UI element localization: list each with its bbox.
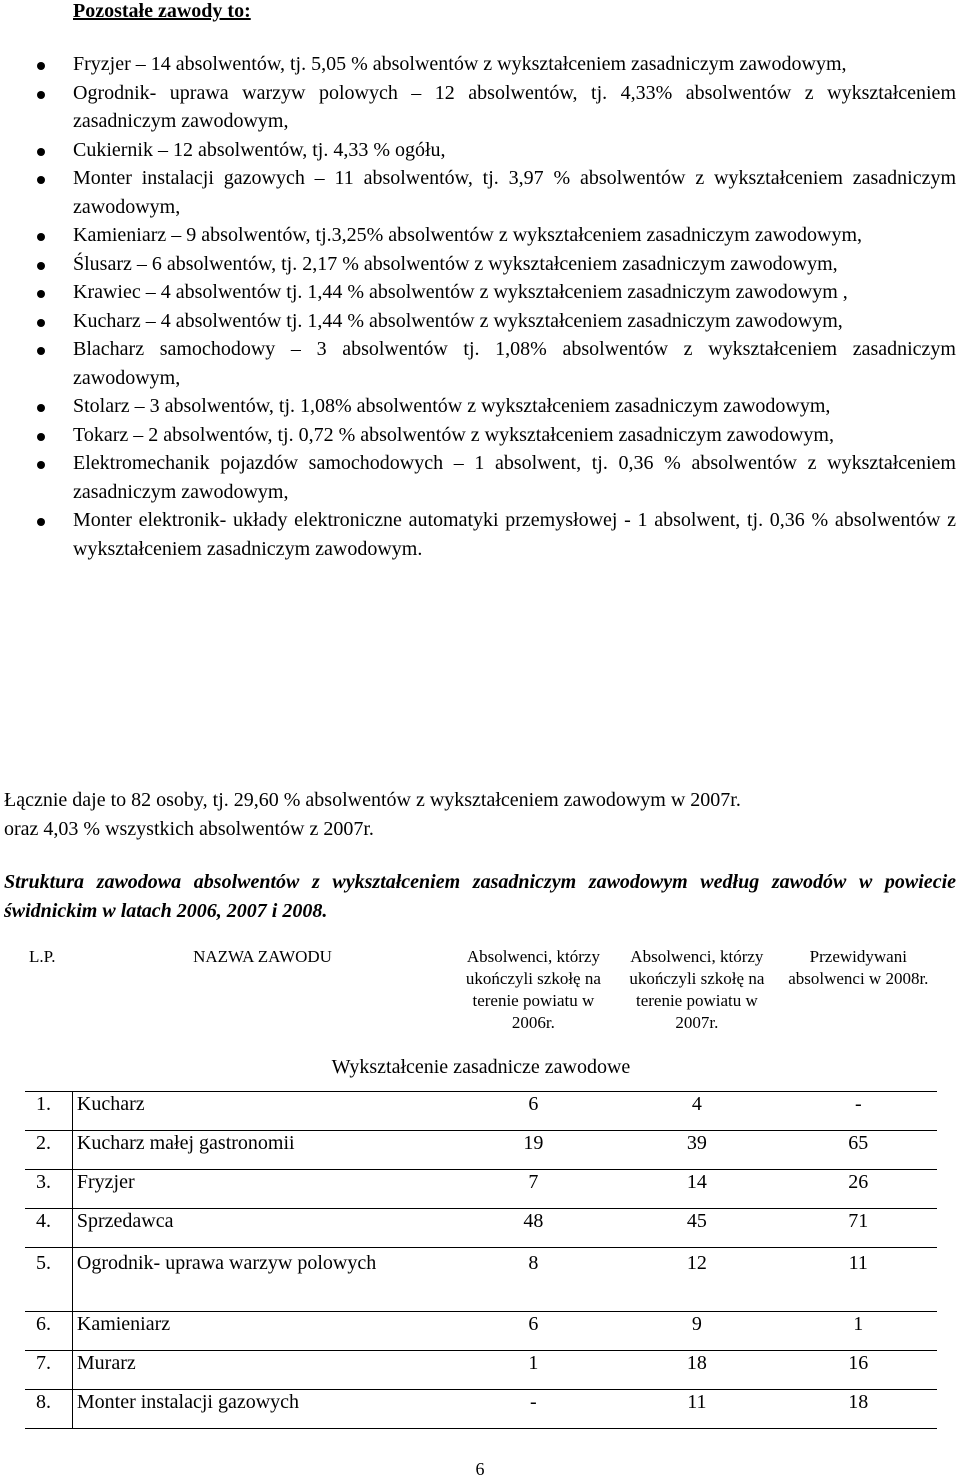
bullet-icon: [37, 518, 45, 526]
list-item: Cukiernik – 12 absolwentów, tj. 4,33 % ogółu,: [0, 136, 960, 165]
table-header-row: [25, 946, 937, 1056]
header-2006: Absolwenci, którzy ukończyli szkołę na terenie powiatu w 2006r.: [465, 947, 601, 1032]
list-item: Kamieniarz – 9 absolwentów, tj.3,25% absolwentów z wykształceniem zasadniczym zawodowym,: [0, 221, 960, 250]
table-row: 1. Kucharz 6 4 -: [25, 1092, 937, 1131]
bullet-icon: [37, 148, 45, 156]
graduates-table: [25, 946, 937, 1429]
structure-title: Struktura zawodowa absolwentów z wykształceniem zasadniczym zawodowym według zawodów w powiecie świdnickim w latach 2006, 2007 i 2008.: [4, 871, 956, 922]
page-number: 6: [475, 1459, 485, 1479]
bullet-icon: [37, 290, 45, 298]
summary-line: oraz 4,03 % wszystkich absolwentów z 2007r.: [4, 817, 374, 840]
header-2007: Absolwenci, którzy ukończyli szkołę na terenie powiatu w 2007r.: [629, 947, 765, 1032]
bullet-icon: [37, 176, 45, 184]
bullet-icon: [37, 319, 45, 327]
list-item: Tokarz – 2 absolwentów, tj. 0,72 % absolwentów z wykształceniem zasadniczym zawodowym,: [0, 421, 960, 450]
list-item: Blacharz samochodowy – 3 absolwentów tj. 1,08% absolwentów z wykształceniem zasadniczym zawodowym,: [0, 335, 960, 392]
list-item: Kucharz – 4 absolwentów tj. 1,44 % absolwentów z wykształceniem zasadniczym zawodowym,: [0, 307, 960, 336]
education-band: Wykształcenie zasadnicze zawodowe: [331, 1056, 631, 1078]
list-item: Krawiec – 4 absolwentów tj. 1,44 % absolwentów z wykształceniem zasadniczym zawodowym ,: [0, 278, 960, 307]
header-lp: L.P.: [29, 947, 56, 966]
bullet-icon: [37, 262, 45, 270]
table-row: 5. Ogrodnik- uprawa warzyw polowych 8 12 11: [25, 1248, 937, 1312]
jobs-list: [0, 50, 960, 563]
bullet-icon: [37, 233, 45, 241]
bullet-icon: [37, 91, 45, 99]
list-item: Monter elektronik- układy elektroniczne automatyki przemysłowej - 1 absolwent, tj. 0,36 % absolwentów z wykształceniem zasadniczym zawodowym.: [0, 506, 960, 563]
list-item: Monter instalacji gazowych – 11 absolwentów, tj. 3,97 % absolwentów z wykształceniem zasadniczym zawodowym,: [0, 164, 960, 221]
list-item: Elektromechanik pojazdów samochodowych – 1 absolwent, tj. 0,36 % absolwentów z wykształceniem zasadniczym zawodowym,: [0, 449, 960, 506]
table-row: 2. Kucharz małej gastronomii 19 39 65: [25, 1131, 937, 1170]
list-item: Ślusarz – 6 absolwentów, tj. 2,17 % absolwentów z wykształceniem zasadniczym zawodowym,: [0, 250, 960, 279]
list-item: Fryzjer – 14 absolwentów, tj. 5,05 % absolwentów z wykształceniem zasadniczym zawodowym,: [0, 50, 960, 79]
header-2008: Przewidywani absolwenci w 2008r.: [788, 947, 929, 988]
bullet-icon: [37, 433, 45, 441]
table-row: 4. Sprzedawca 48 45 71: [25, 1209, 937, 1248]
list-item: Ogrodnik- uprawa warzyw polowych – 12 absolwentów, tj. 4,33% absolwentów z wykształceniem zasadniczym zawodowym,: [0, 79, 960, 136]
summary-paragraph: [4, 786, 956, 843]
bullet-icon: [37, 461, 45, 469]
header-name: NAZWA ZAWODU: [193, 947, 332, 966]
bullet-icon: [37, 404, 45, 412]
list-item: Stolarz – 3 absolwentów, tj. 1,08% absolwentów z wykształceniem zasadniczym zawodowym,: [0, 392, 960, 421]
section-heading: Pozostałe zawody to:: [73, 0, 251, 22]
table-band-row: [25, 1056, 937, 1092]
table-row: 7. Murarz 1 18 16: [25, 1351, 937, 1390]
summary-line: Łącznie daje to 82 osoby, tj. 29,60 % absolwentów z wykształceniem zawodowym w 2007r.: [4, 789, 741, 811]
bullet-icon: [37, 347, 45, 355]
table-row: 6. Kamieniarz 6 9 1: [25, 1312, 937, 1351]
bullet-icon: [37, 62, 45, 70]
table-row: 3. Fryzjer 7 14 26: [25, 1170, 937, 1209]
table-row: 8. Monter instalacji gazowych - 11 18: [25, 1390, 937, 1429]
